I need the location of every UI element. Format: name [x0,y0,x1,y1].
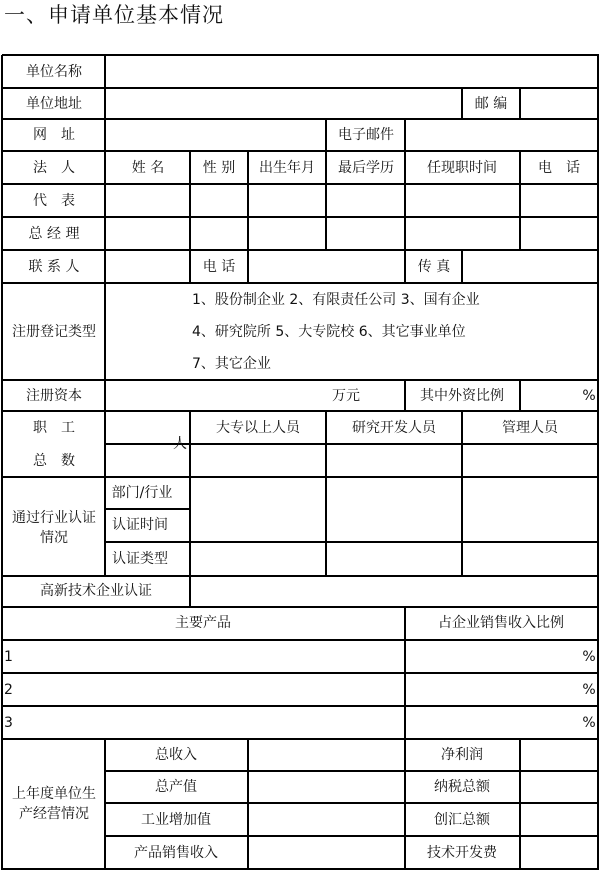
cert-type-label: 认证类型 [112,551,168,567]
operations-item-label: 技术开发费 [427,844,497,861]
rep-column-header: 任现职时间 [427,160,497,176]
percent-sign: % [582,714,596,731]
foreign-ratio-input[interactable] [522,382,576,409]
rep-column-header: 电 话 [538,160,580,176]
legal-rep-field[interactable] [250,186,324,215]
table-rule [247,739,249,870]
certification-field[interactable] [328,479,460,574]
table-rule [597,55,599,870]
operations-label-line2: 产经营情况 [19,806,89,822]
operations-item-label: 总收入 [155,747,197,763]
table-rule [2,476,599,478]
table-rule [2,705,599,707]
website-input[interactable] [107,121,324,149]
table-rule [519,380,521,412]
legal-rep-field[interactable] [328,186,403,215]
operations-item-label: 总产值 [155,779,197,795]
sales-ratio-header: 占企业销售收入比例 [438,615,564,631]
table-rule [404,151,406,251]
table-rule [105,835,599,837]
percent-sign: % [582,681,596,698]
operations-item-input[interactable] [250,741,403,769]
table-rule [519,88,521,120]
product-row-number: 1 [4,648,13,665]
table-rule [189,411,191,577]
table-rule [2,87,599,89]
product-row-number: 2 [4,681,13,698]
product-name-input[interactable] [14,708,403,737]
table-rule [104,55,106,577]
table-rule [105,802,599,804]
table-rule [404,607,406,740]
rep-column-header: 出生年月 [259,160,315,176]
general-manager-field[interactable] [407,219,518,248]
table-rule [2,606,599,608]
operations-label-line1: 上年度单位生 [12,786,96,802]
product-ratio-input[interactable] [407,708,576,737]
table-rule [105,508,191,510]
general-manager-field[interactable] [250,219,324,248]
table-rule [2,738,599,740]
cert-time-label: 认证时间 [112,517,168,533]
operations-item-input[interactable] [250,805,403,834]
percent-sign: % [582,388,596,404]
table-rule [404,739,406,870]
college-above-input[interactable] [192,446,324,475]
legal-rep-field[interactable] [522,186,596,215]
table-rule [2,410,599,412]
product-row-number: 3 [4,714,13,731]
table-rule [1,55,3,870]
product-name-input[interactable] [14,675,403,704]
email-label: 电子邮件 [338,127,394,143]
product-name-input[interactable] [14,642,403,671]
table-rule [325,119,327,152]
foreign-ratio-label: 其中外资比例 [420,388,504,404]
operations-item-label: 创汇总额 [434,811,490,828]
table-rule [519,739,521,870]
staff-total-input[interactable] [107,413,170,475]
legal-rep-label-line2: 代 表 [33,193,75,209]
email-input[interactable] [407,121,596,149]
management-staff-input[interactable] [464,446,596,475]
table-rule [325,411,327,577]
contact-person-input[interactable] [107,252,188,281]
table-rule [2,54,599,56]
table-rule [104,739,106,870]
table-rule [2,216,599,218]
table-rule [404,119,406,152]
rep-column-header: 性 别 [202,160,236,176]
certification-field[interactable] [192,479,324,574]
legal-rep-field[interactable] [107,186,188,215]
operations-item-label: 产品销售收入 [134,844,218,861]
operations-item-input[interactable] [522,741,596,769]
registered-capital-label: 注册资本 [26,388,82,404]
operations-item-input[interactable] [250,773,403,801]
table-rule [519,151,521,251]
fax-input[interactable] [464,252,596,281]
product-ratio-input[interactable] [407,675,576,704]
table-rule [105,770,599,772]
table-rule [461,411,463,577]
operations-item-input[interactable] [522,805,596,834]
wan-yuan-unit: 万元 [332,388,360,404]
percent-sign: % [582,648,596,665]
table-rule [2,282,599,284]
table-rule [2,118,599,120]
rd-staff-input[interactable] [328,446,460,475]
staff-label-line1: 职 工 [33,420,75,436]
contact-person-label: 联 系 人 [28,259,80,275]
management-staff-header: 管理人员 [502,420,558,436]
registered-capital-input[interactable] [107,382,323,409]
main-products-header: 主要产品 [175,615,231,631]
table-rule [2,639,599,641]
certification-label-line2: 情况 [40,530,68,546]
staff-label-line2: 总 数 [33,453,75,469]
general-manager-label: 总 经 理 [28,226,80,242]
table-rule [325,151,327,251]
fax-label: 传 真 [417,259,451,275]
operations-item-label: 净利润 [441,747,483,763]
registration-type-label: 注册登记类型 [12,324,96,340]
general-manager-field[interactable] [522,219,596,248]
table-rule [189,250,191,284]
contact-phone-input[interactable] [250,252,403,281]
unit-address-label: 单位地址 [26,96,82,112]
certification-field[interactable] [464,479,596,574]
general-manager-field[interactable] [192,219,246,248]
phone-label: 电 话 [202,259,236,275]
cert-department-label: 部门/行业 [111,485,173,501]
legal-rep-field[interactable] [407,186,518,215]
unit-name-input[interactable] [107,57,596,86]
registration-option-line: 4、研究院所 5、大专院校 6、其它事业单位 [192,324,466,340]
operations-item-input[interactable] [522,838,596,867]
general-manager-field[interactable] [328,219,403,248]
certification-label-line1: 通过行业认证 [12,510,96,526]
table-rule [2,183,599,185]
legal-rep-field[interactable] [192,186,246,215]
table-rule [2,575,599,577]
general-manager-field[interactable] [107,219,188,248]
unit-name-label: 单位名称 [26,64,82,80]
table-rule [461,250,463,284]
rep-column-header: 最后学历 [338,160,394,176]
operations-item-label: 工业增加值 [141,811,211,828]
legal-rep-label-line1: 法 人 [33,160,75,176]
table-rule [247,250,249,284]
registration-option-line: 1、股份制企业 2、有限责任公司 3、国有企业 [192,292,480,308]
rd-staff-header: 研究开发人员 [352,420,436,436]
operations-item-input[interactable] [250,838,403,867]
operations-item-label: 纳税总额 [434,779,490,795]
website-label: 网 址 [33,127,75,143]
registration-option-line: 7、其它企业 [192,356,271,372]
person-unit: 人 [173,436,187,452]
table-rule [247,151,249,251]
table-rule [404,380,406,412]
table-rule [2,379,599,381]
operations-item-input[interactable] [522,773,596,801]
college-above-header: 大专以上人员 [216,420,300,436]
postcode-label: 邮 编 [474,96,508,112]
table-rule [2,249,599,251]
table-rule [105,541,191,543]
table-rule [189,151,191,251]
unit-address-input[interactable] [107,90,460,117]
rep-column-header: 姓 名 [131,160,165,176]
table-rule [2,672,599,674]
table-rule [2,150,599,152]
high-tech-certification-input[interactable] [192,578,596,605]
high-tech-certification-label: 高新技术企业认证 [40,583,152,599]
product-ratio-input[interactable] [407,642,576,671]
postcode-input[interactable] [522,90,596,117]
table-rule [404,250,406,284]
table-rule [189,576,191,608]
table-rule [461,88,463,120]
section-title: 一、申请单位基本情况 [4,3,224,27]
